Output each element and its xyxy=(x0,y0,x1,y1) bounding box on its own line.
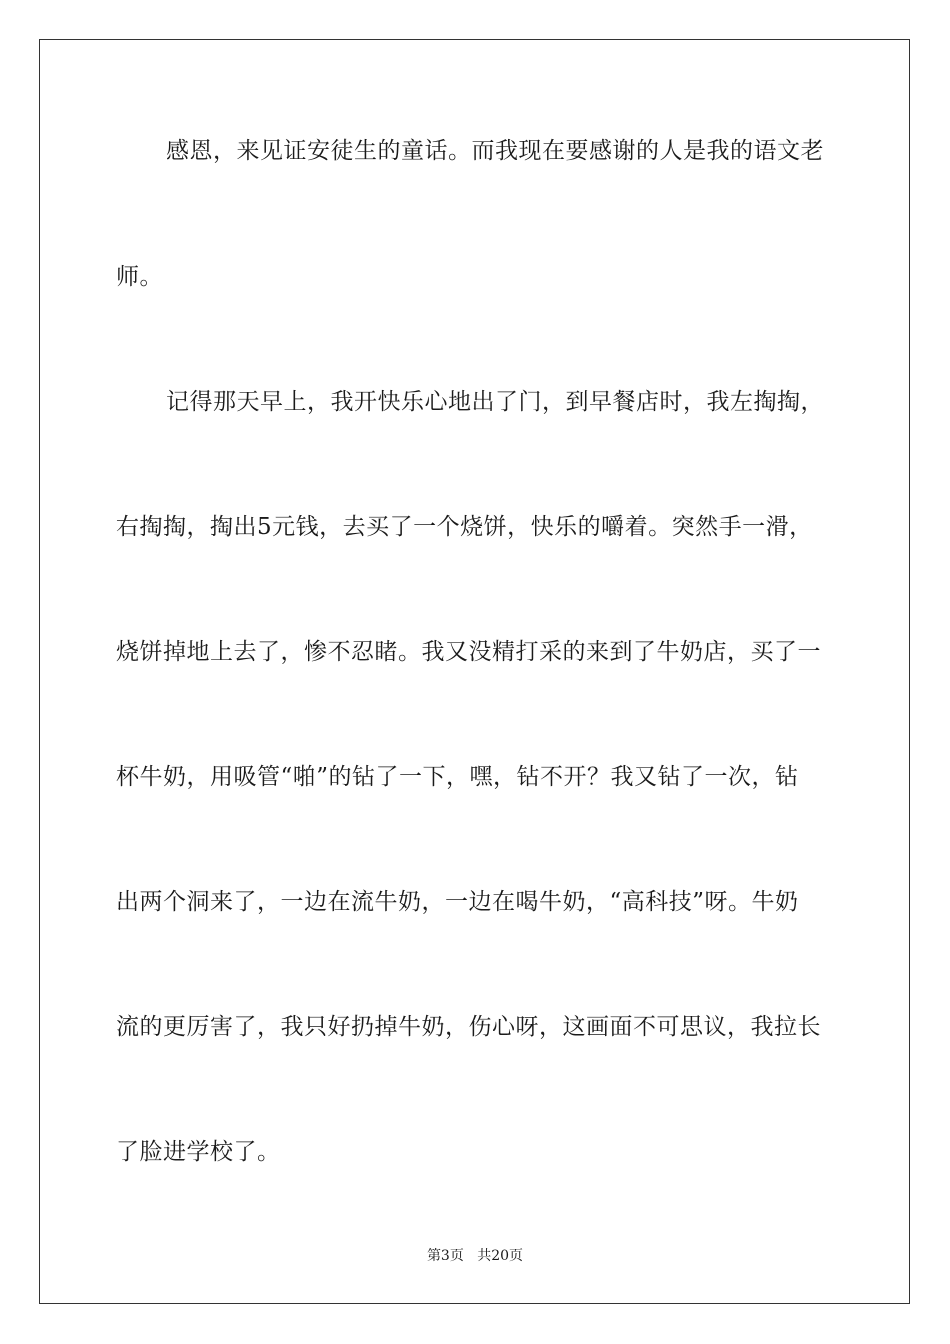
page-number: 第3页 xyxy=(426,1248,464,1264)
paragraph-1-line-1: 感恩，来见证安徒生的童话。而我现在要感谢的人是我的语文老 xyxy=(166,138,824,164)
page-border xyxy=(39,39,910,1304)
paragraph-2-line-4: 杯牛奶，用吸管“啪”的钻了一下，嘿，钻不开？我又钻了一次，钻 xyxy=(116,764,799,790)
paragraph-2-line-5: 出两个洞来了，一边在流牛奶，一边在喝牛奶，“高科技”呀。牛奶 xyxy=(116,889,799,915)
paragraph-2-line-2: 右掏掏，掏出5元钱，去买了一个烧饼，快乐的嚼着。突然手一滑， xyxy=(116,514,813,540)
page-footer xyxy=(0,1246,950,1266)
paragraph-2-line-6: 流的更厉害了，我只好扔掉牛奶，伤心呀，这画面不可思议，我拉长 xyxy=(116,1014,821,1040)
page-total: 共20页 xyxy=(477,1248,524,1264)
paragraph-2-line-3: 烧饼掉地上去了，惨不忍睹。我又没精打采的来到了牛奶店，买了一 xyxy=(116,639,821,665)
paragraph-1-line-2: 师。 xyxy=(116,264,163,290)
paragraph-2-line-7: 了脸进学校了。 xyxy=(116,1139,281,1165)
paragraph-2-line-1: 记得那天早上，我开快乐心地出了门，到早餐店时，我左掏掏， xyxy=(166,389,824,415)
